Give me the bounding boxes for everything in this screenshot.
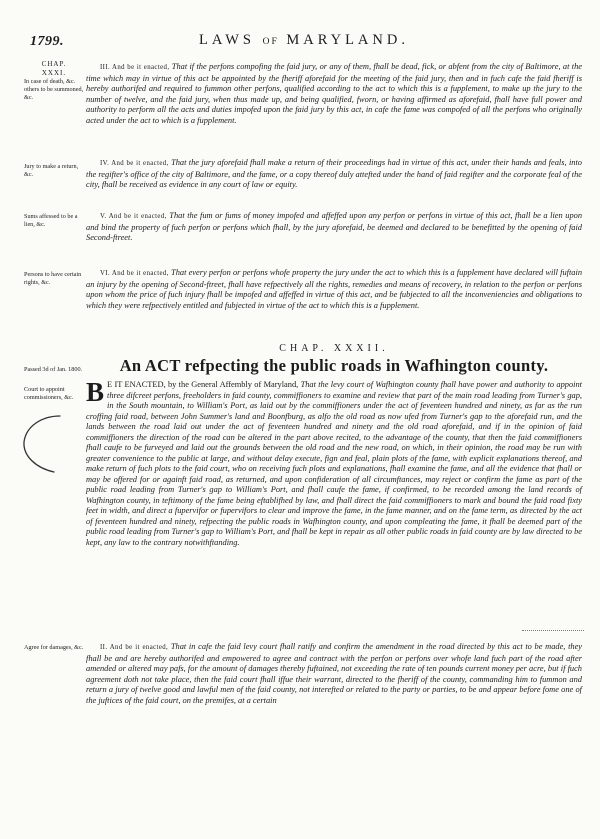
margin-note-commissioners: Court to appoint commissioners, &c. — [24, 386, 74, 401]
act-section-2-lead: II. And be it enacted, — [100, 644, 169, 651]
chapter-label: CHAP. XXXII. — [279, 343, 389, 354]
drop-cap: B — [86, 377, 105, 407]
section-4-lead: IV. And be it enacted, — [100, 160, 169, 167]
running-title-part2: MARYLAND. — [286, 32, 409, 48]
section-6-lead: VI. And be it enacted, — [100, 270, 169, 277]
act-title: An ACT refpecting the public roads in Wafhington county. — [119, 356, 549, 375]
margin-chap-number: XXXI. — [41, 69, 67, 77]
margin-note-jury-return: Jury to make a return, &c. — [24, 163, 79, 178]
running-title-part1: LAWS — [199, 32, 255, 48]
section-5 — [86, 211, 582, 244]
section-4-text: That the jury aforefaid fhall make a return of their proceedings had in virtue of this act, under their hands and feals, into the regifter's office of the city of Baltimore, and the fame, or a copy thereof duly attefted under the hand of faid regifter and the corporate feal of the city, fhall be received as evidence in any court of law or equity. — [86, 158, 582, 190]
margin-note-passed: Passed 3d of Jan. 1800. — [24, 366, 83, 373]
margin-note-damages: Agree for damages, &c. — [24, 644, 84, 651]
section-6 — [86, 268, 582, 311]
running-title — [30, 32, 578, 49]
margin-note-lien: Sums affessed to be a lien, &c. — [24, 213, 78, 228]
page-header — [30, 30, 578, 52]
section-5-text: That the fum or fums of money impofed and affeffed upon any perfon or perfons in virtue of this act, fhall be a lien upon and bind the property of fuch perfon or perfons which fhall, by the jury aforefaid, be deemed and declared to be benefitted by the opening of faid Second-ftreet. — [86, 211, 583, 243]
page-year: 1799. — [30, 34, 64, 49]
margin-note-rights: Persons to have certain rights, &c. — [24, 271, 82, 286]
section-3-lead: III. And be it enacted, — [100, 64, 170, 71]
running-title-of: OF — [262, 37, 279, 47]
section-3-text: That if the perfons compofing the faid jury, or any of them, fhall be dead, fick, or abfent from the city of Baltimore, at the time which may in virtue of this act be appointed by the fheriff aforefaid for the meeting of the faid jury, then and in fuch cafe the faid fheriff is hereby authorifed and required to fummon other perfons, qualified according to the act to which this is a fupplement, to make up the jury to the number of twelve, and the faid jury, when thus made up, and being qualified, fworn, or having affirmed as aforefaid, fhall have full power and authority to perform all the acts and duties impofed upon the faid jury by this act, in cafe the fame was compofed of all the perfons who originally acted under the act to which is a fupplement. — [86, 62, 582, 125]
margin-note-death: In case of death, &c. others to be summoned, &c. — [24, 78, 84, 101]
section-6-text: That every perfon or perfons whofe property the jury under the act to which this is a fupplement have declared will fuftain an injury by the opening of Second-ftreet, fhall have refpectively all the rights, remedies and means of recovery, in relation to the perfon or perfons upon whom the price of fuch injury fhall be impofed and affeffed in virtue of this act, and be fubjected to all the inconveniencies and obligations to which they were refpectively entitled and fubjected in virtue of the act to which this is a fupplement. — [86, 268, 583, 310]
margin-note-chap31 — [24, 60, 84, 102]
enacting-clause: E IT ENACTED, by the General Affembly of Maryland, — [107, 380, 299, 389]
section-3 — [86, 62, 582, 127]
act-section-2 — [86, 642, 582, 707]
margin-chap-label: CHAP. — [41, 60, 67, 68]
act-section-1 — [86, 377, 582, 548]
act-section-2-text: That in cafe the faid levy court fhall ratify and confirm the amendment in the road directed by this act to be made, they fhall be and are hereby authorifed and empowered to agree and contract with the perfon or perfons over whofe land fuch part of the road after amended or altered may pafs, for the amount of damages thereby fuftained, not exceeding the rate of ten pounds current money per acre, but if fuch agreement doth not take place, then the faid court fhall iffue their warrant, directed to the fheriff of the county, commanding him to fummon and return a jury of twelve good and lawful men of the faid county, not interefted or related to the party or parties, to be and appear before fome one of the juftices of the faid court, on the premifes, at a certain — [86, 642, 583, 705]
section-4 — [86, 158, 582, 191]
end-of-section-rule — [522, 630, 584, 631]
section-5-lead: V. And be it enacted, — [100, 213, 167, 220]
act-section-1-text: That the levy court of Wafhington county fhall have power and authority to appoint three difcreet perfons, freeholders in faid county, commiffioners to examine and review that part of the main road leading from Turner's gap, in the South mountain, to William's Port, as laid out by the commiffioners under the act of feventeen hundred and ninety, as far as the run croffing faid road, between John Summer's land and Boonfburg, as alfo the old road as now ufed from Turner's gap to the aforefaid run, and the lands between the road laid out under the act of feventeen hundred and ninety and the old road aforefaid, and if in the opinion of faid commiffioners the direction of the road can be altered in the part above recited, to the advantage of the county, that then the faid commiffioners fhall caufe to be furveyed and laid out the grounds between the old road and the new road, on which, in their opinion, the road may be run with greater convenience to the public at large, and without delay execute, fign and feal, plain plots of the fame, with explicit explanations thereof, and make return of fuch plots to the faid court, who on receiving fuch plots and explanations, fhall examine the fame, and all the evidence that fhall or may be offered for or againft faid road, as returned, and upon confideration of all circumftances, may reject or confirm the fame as part of the public road leading from Turner's gap to William's Port, and fhall caufe the fame, if confirmed, to be recorded among the land records of Wafhington county, in teftimony of the fame being eftablifhed by law, and fhall direct the faid commiffioners to mark and bound the faid road fixty feet in width, and direct a fupervifor or fupervifors to clear and improve the fame, in the fame manner, and on the fame term, as directed by the act of feventeen hundred and ninety, refpecting the public roads in Wafhington county, and upon compleating the fame, it fhall be deemed part of the public road leading from Turner's gap to William's Port, and fhall be kept in repair as all other public roads in faid county are by law directed to be kept, any law to the contrary notwithftanding. — [86, 380, 582, 547]
pen-mark — [20, 412, 64, 476]
